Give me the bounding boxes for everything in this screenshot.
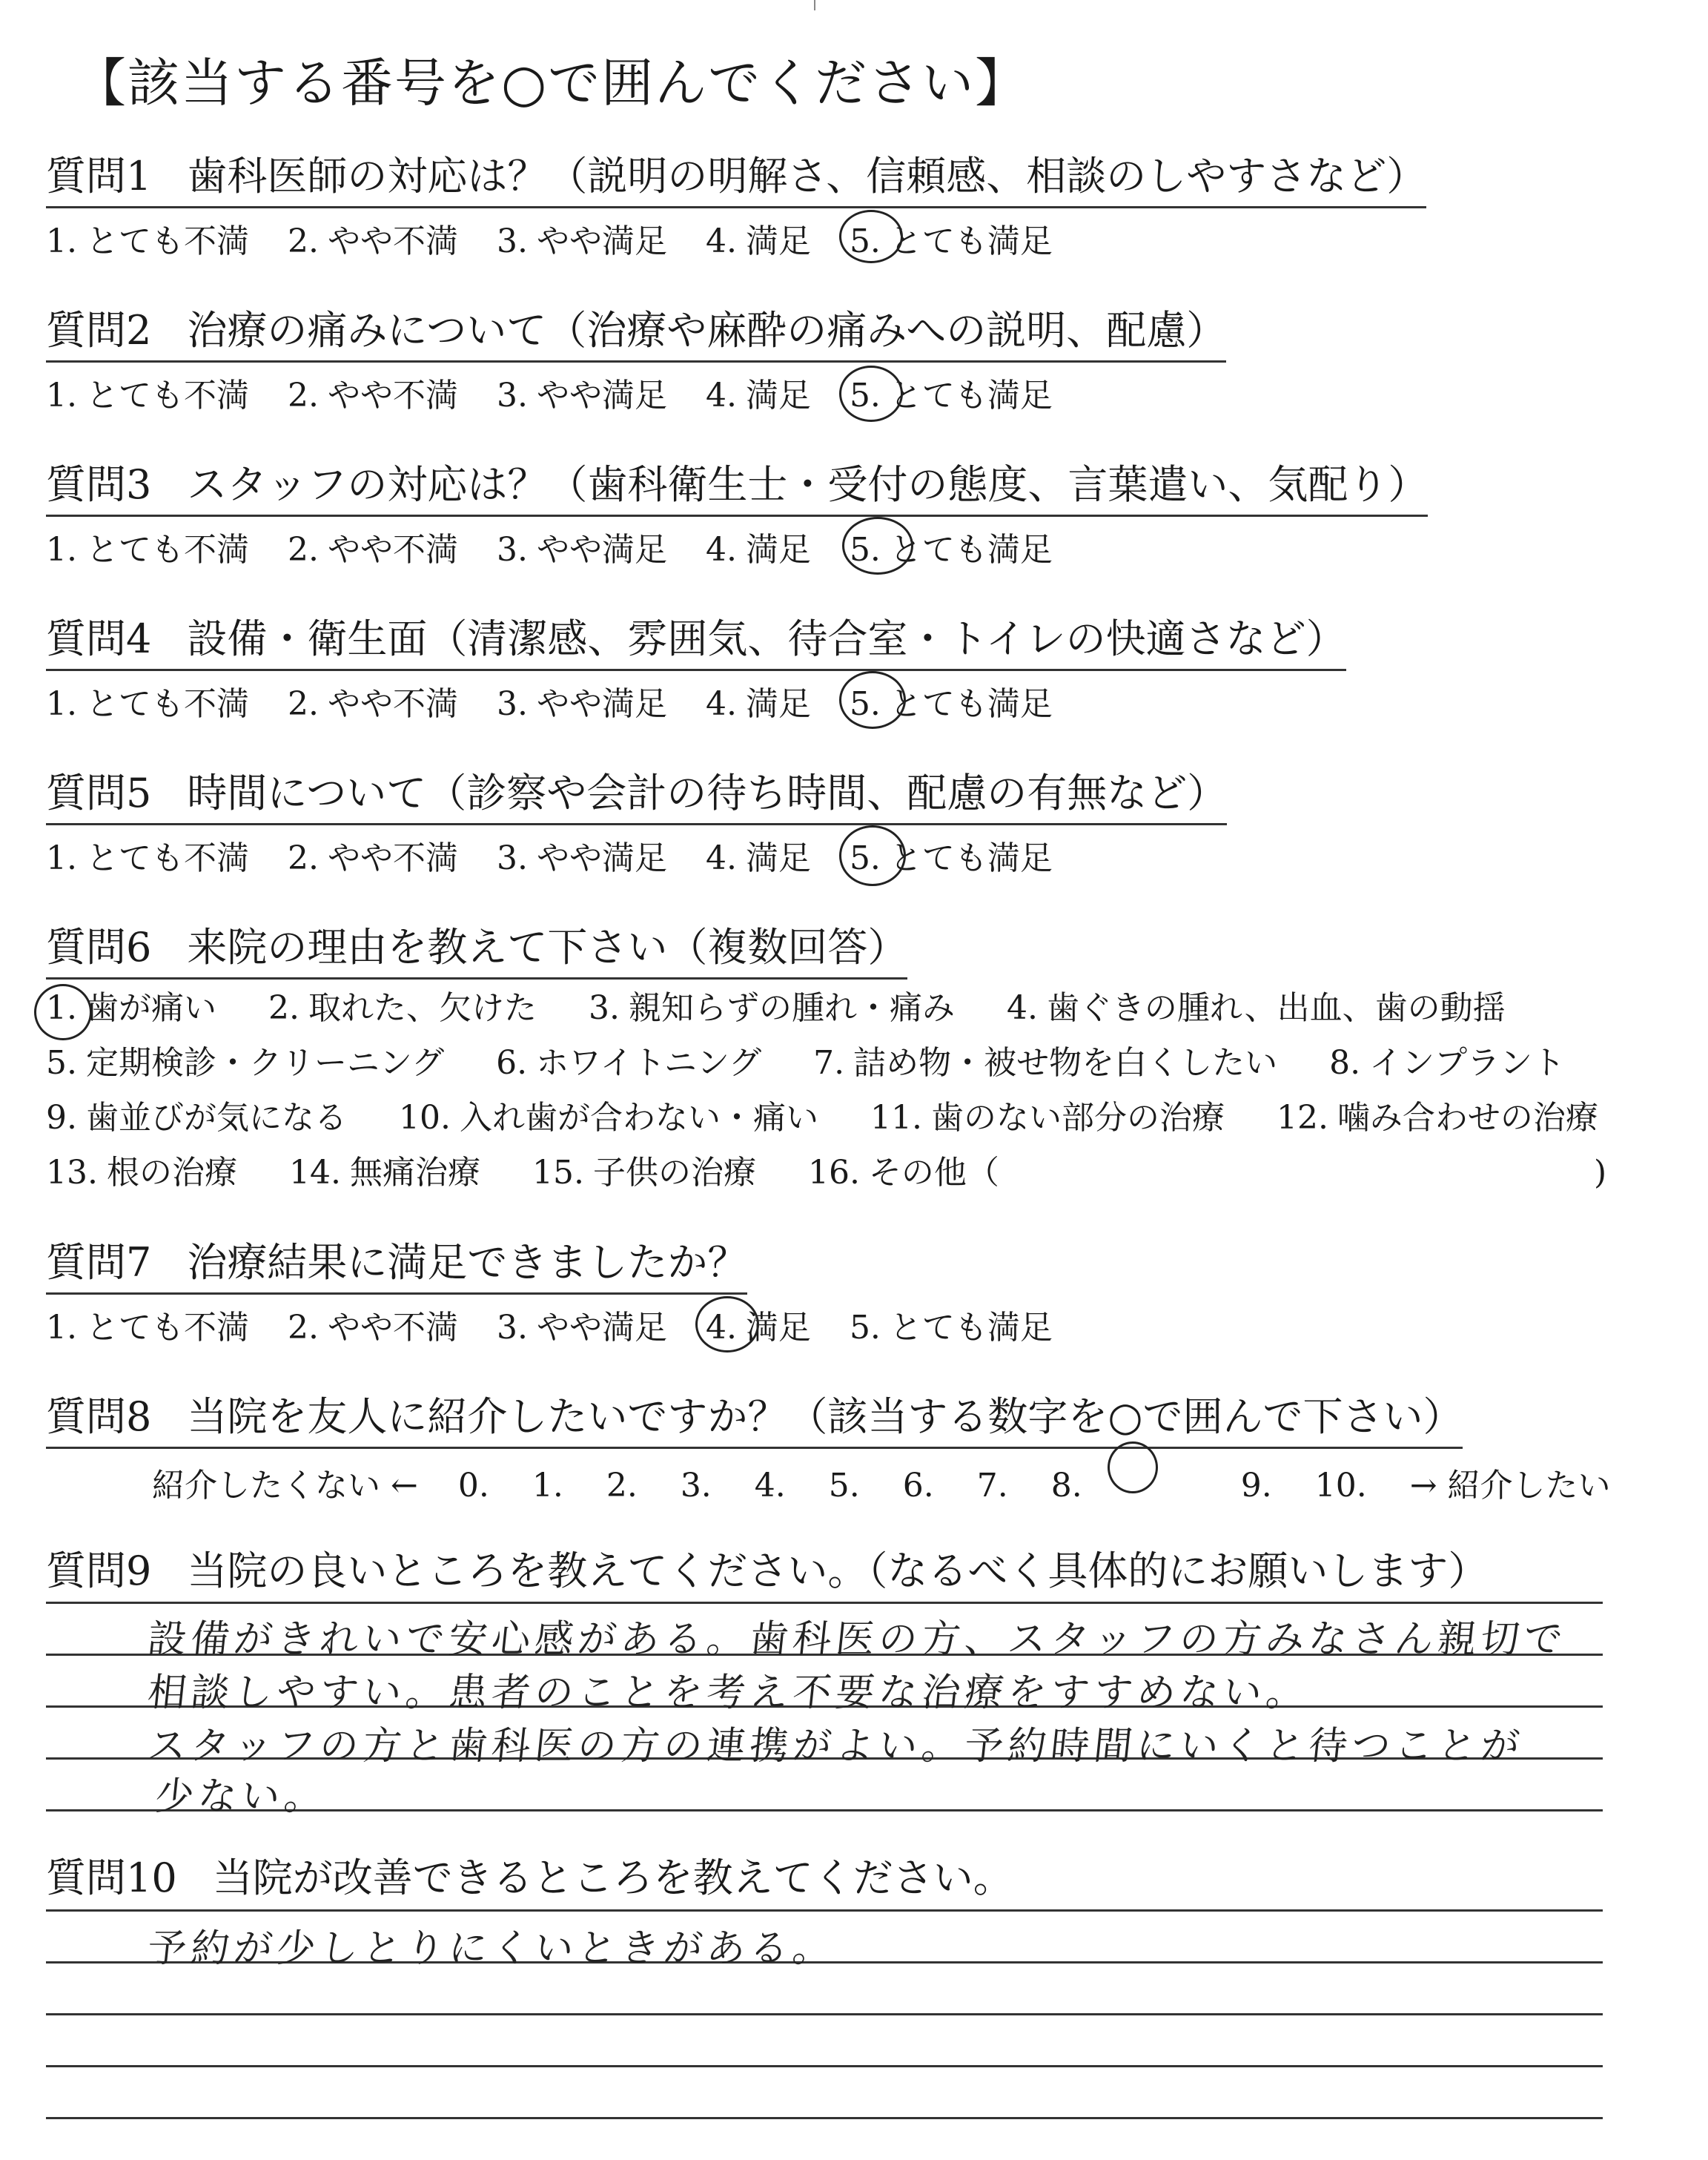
question-4-heading xyxy=(46,607,1346,671)
option-1[interactable]: 1. とても不満 xyxy=(46,531,249,569)
reason-4[interactable]: 4. 歯ぐきの腫れ、出血、歯の動揺 xyxy=(1006,989,1506,1027)
option-5[interactable]: 5. とても満足 xyxy=(850,831,1053,879)
satisfaction-options xyxy=(46,677,1603,724)
question-6-heading xyxy=(46,916,907,980)
reason-row xyxy=(46,981,1603,1036)
question-text: 治療結果に満足できましたか？ xyxy=(187,1239,748,1286)
reason-9[interactable]: 9. 歯並びが気になる xyxy=(46,1099,347,1137)
option-4[interactable]: 4. 満足 xyxy=(705,531,811,569)
q9-answer-line-4[interactable]: 少ない。 xyxy=(153,1774,330,1819)
option-3[interactable]: 3. やや満足 xyxy=(496,1309,667,1347)
scale-4[interactable]: 4. xyxy=(754,1467,786,1505)
satisfaction-options xyxy=(46,523,1603,570)
reason-16[interactable]: 16. その他（ xyxy=(807,1154,999,1192)
option-4[interactable]: 4. 満足 xyxy=(706,1301,811,1348)
scale-right-label: → 紹介したい xyxy=(1409,1467,1611,1505)
reason-1[interactable]: 1. 歯が痛い xyxy=(46,981,216,1036)
question-text: 当院が改善できるところを教えてください。 xyxy=(212,1855,1013,1901)
question-2-heading xyxy=(46,299,1226,363)
reason-13[interactable]: 13. 根の治療 xyxy=(46,1154,237,1192)
reason-7[interactable]: 7. 詰め物・被せ物を白くしたい xyxy=(813,1044,1278,1082)
scan-mark xyxy=(814,0,815,10)
satisfaction-options xyxy=(46,369,1603,416)
selection-circle xyxy=(34,984,92,1040)
question-number: 質問6 xyxy=(46,924,152,971)
question-text: スタッフの対応は？（歯科衛生士・受付の態度、言葉遣い、気配り） xyxy=(187,461,1429,508)
scale-9[interactable]: 9. xyxy=(1240,1467,1272,1505)
answer-line xyxy=(46,2013,1603,2015)
satisfaction-options xyxy=(46,1301,1603,1348)
question-9-heading xyxy=(46,1539,1603,1596)
question-7 xyxy=(46,1231,1603,1348)
question-6 xyxy=(46,916,1607,1200)
q9-answer-line-1[interactable]: 設備がきれいで安心感がある。歯科医の方、スタッフの方みなさん親切で xyxy=(145,1617,1569,1662)
question-number: 質問7 xyxy=(46,1239,152,1286)
other-close-paren: ) xyxy=(1594,1154,1607,1192)
answer-line xyxy=(46,1602,1603,1604)
question-text: 歯科医師の対応は？（説明の明解さ、信頼感、相談のしやすさなど） xyxy=(187,153,1427,199)
selection-circle xyxy=(839,366,903,422)
question-8 xyxy=(46,1385,1603,1449)
question-number: 質問8 xyxy=(46,1393,152,1440)
option-4[interactable]: 4. 満足 xyxy=(705,377,811,415)
option-2[interactable]: 2. やや不満 xyxy=(287,685,458,723)
question-text: 来院の理由を教えて下さい（複数回答） xyxy=(187,924,908,971)
selection-circle xyxy=(1108,1441,1158,1493)
question-2 xyxy=(46,299,1603,416)
question-number: 質問5 xyxy=(46,770,152,816)
option-1[interactable]: 1. とても不満 xyxy=(46,377,249,415)
satisfaction-options xyxy=(46,214,1603,262)
scale-10[interactable]: 10. xyxy=(1314,1467,1367,1505)
option-4[interactable]: 4. 満足 xyxy=(705,685,811,723)
scale-left-label: 紹介したくない ← xyxy=(152,1467,418,1505)
reason-3[interactable]: 3. 親知らずの腫れ・痛み xyxy=(588,989,955,1027)
question-number: 質問4 xyxy=(46,615,152,662)
question-10-heading xyxy=(46,1846,1603,1903)
reason-5[interactable]: 5. 定期検診・クリーニング xyxy=(46,1044,445,1082)
option-2[interactable]: 2. やや不満 xyxy=(287,531,458,569)
scale-1[interactable]: 1. xyxy=(532,1467,563,1505)
reason-row xyxy=(46,1091,1603,1146)
question-1-heading xyxy=(46,145,1426,208)
question-number: 質問10 xyxy=(46,1855,177,1901)
option-3[interactable]: 3. やや満足 xyxy=(496,839,667,877)
option-5[interactable]: 5. とても満足 xyxy=(850,214,1053,262)
question-10 xyxy=(46,1846,1603,1903)
reason-11[interactable]: 11. 歯のない部分の治療 xyxy=(870,1099,1225,1137)
reason-2[interactable]: 2. 取れた、欠けた xyxy=(268,989,537,1027)
selection-circle xyxy=(695,1296,759,1353)
selection-circle xyxy=(839,671,906,729)
option-1[interactable]: 1. とても不満 xyxy=(46,222,249,260)
question-text: 時間について（診察や会計の待ち時間、配慮の有無など） xyxy=(187,770,1228,816)
scale-2[interactable]: 2. xyxy=(606,1467,638,1505)
question-3 xyxy=(46,453,1603,570)
reason-6[interactable]: 6. ホワイトニング xyxy=(496,1044,762,1082)
scale-8[interactable]: 8. xyxy=(1051,1444,1198,1505)
selection-circle xyxy=(839,210,903,263)
answer-line xyxy=(46,1909,1603,1912)
scale-0[interactable]: 0. xyxy=(457,1467,489,1505)
option-1[interactable]: 1. とても不満 xyxy=(46,1309,249,1347)
reason-14[interactable]: 14. 無痛治療 xyxy=(288,1154,480,1192)
q9-answer-line-2[interactable]: 相談しやすい。患者のことを考え不要な治療をすすめない。 xyxy=(145,1671,1312,1715)
reason-15[interactable]: 15. 子供の治療 xyxy=(532,1154,756,1192)
option-5[interactable]: 5. とても満足 xyxy=(849,1309,1053,1347)
option-3[interactable]: 3. やや満足 xyxy=(496,531,667,569)
option-3[interactable]: 3. やや満足 xyxy=(496,222,667,260)
question-number: 質問9 xyxy=(46,1548,152,1594)
question-5-heading xyxy=(46,762,1227,825)
selection-circle xyxy=(842,517,913,575)
option-2[interactable]: 2. やや不満 xyxy=(287,839,458,877)
reason-8[interactable]: 8. インプラント xyxy=(1329,1044,1566,1082)
question-text: 治療の痛みについて（治療や麻酔の痛みへの説明、配慮） xyxy=(187,307,1227,354)
option-3[interactable]: 3. やや満足 xyxy=(496,377,667,415)
scale-7[interactable]: 7. xyxy=(976,1467,1008,1505)
option-5[interactable]: 5. とても満足 xyxy=(850,523,1053,570)
reason-12[interactable]: 12. 噛み合わせの治療 xyxy=(1276,1099,1598,1137)
question-3-heading xyxy=(46,453,1428,517)
answer-line xyxy=(46,2117,1603,2119)
question-text: 設備・衛生面（清潔感、雰囲気、待合室・トイレの快適さなど） xyxy=(187,615,1346,662)
option-3[interactable]: 3. やや満足 xyxy=(496,685,667,723)
question-text: 当院を友人に紹介したいですか？（該当する数字を○で囲んで下さい） xyxy=(187,1393,1463,1440)
question-number: 質問1 xyxy=(46,153,152,199)
reason-10[interactable]: 10. 入れ歯が合わない・痛い xyxy=(398,1099,818,1137)
question-5 xyxy=(46,762,1603,879)
option-2[interactable]: 2. やや不満 xyxy=(287,1309,458,1347)
question-7-heading xyxy=(46,1231,747,1295)
question-number: 質問3 xyxy=(46,461,152,508)
question-4 xyxy=(46,607,1603,724)
question-number: 質問2 xyxy=(46,307,152,354)
selection-circle xyxy=(839,825,906,886)
option-2[interactable]: 2. やや不満 xyxy=(287,377,458,415)
option-4[interactable]: 4. 満足 xyxy=(705,222,811,260)
recommend-scale xyxy=(152,1444,1644,1506)
q10-answer-line-1[interactable]: 予約が少しとりにくいときがある。 xyxy=(145,1926,838,1971)
reason-row xyxy=(46,1036,1603,1091)
reason-options xyxy=(46,981,1607,1200)
option-1[interactable]: 1. とても不満 xyxy=(46,685,249,723)
option-4[interactable]: 4. 満足 xyxy=(705,839,811,877)
q9-answer-line-3[interactable]: スタッフの方と歯科医の方の連携がよい。予約時間にいくと待つことが xyxy=(145,1724,1526,1768)
scale-5[interactable]: 5. xyxy=(828,1467,860,1505)
question-1 xyxy=(46,145,1603,262)
scale-3[interactable]: 3. xyxy=(680,1467,712,1505)
reason-row xyxy=(46,1146,1607,1200)
question-9 xyxy=(46,1539,1603,1596)
question-text: 当院の良いところを教えてください。（なるべく具体的にお願いします） xyxy=(187,1548,1489,1594)
option-5[interactable]: 5. とても満足 xyxy=(850,369,1053,416)
question-8-heading xyxy=(46,1385,1463,1449)
scale-6[interactable]: 6. xyxy=(902,1467,934,1505)
answer-line xyxy=(46,2065,1603,2067)
option-1[interactable]: 1. とても不満 xyxy=(46,839,249,877)
page-title: 【該当する番号を○で囲んでください】 xyxy=(74,53,1029,113)
option-2[interactable]: 2. やや不満 xyxy=(287,222,458,260)
option-5[interactable]: 5. とても満足 xyxy=(850,677,1053,724)
satisfaction-options xyxy=(46,831,1603,879)
